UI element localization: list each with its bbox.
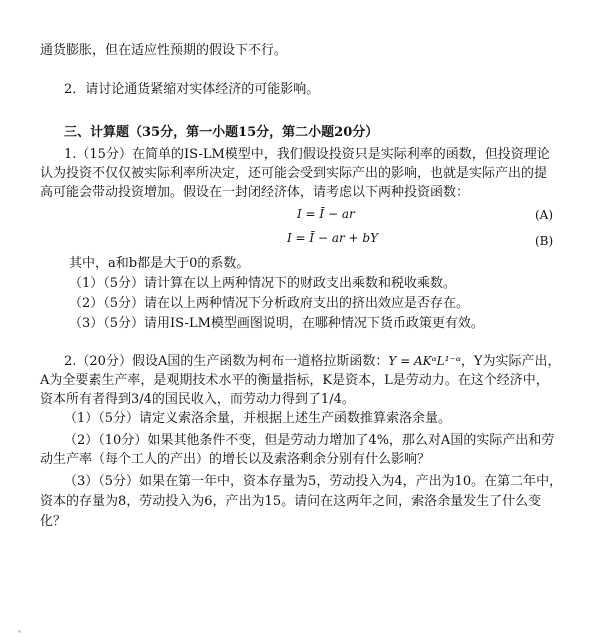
sub-question: （3）（5分）如果在第一年中，资本存量为5，劳动投入为4，产出为10。在第二年中， xyxy=(64,474,563,489)
text-line: 资本所有者得到3/4的国民收入，而劳动力得到了1/4。 xyxy=(40,392,355,407)
text-fragment: 2.（20分）假设A国的生产函数为柯布一道格拉斯函数： xyxy=(64,354,389,369)
equation-b: I = Ī − ar + bY xyxy=(287,231,379,245)
section-heading: 三、计算题（35分，第一小题15分，第二小题20分） xyxy=(64,125,379,140)
scan-speck xyxy=(18,630,21,633)
text-line: 通货膨胀，但在适应性预期的假设下不行。 xyxy=(40,43,288,58)
sub-question: （3）（5分）请用IS-LM模型画图说明，在哪种情况下货币政策更有效。 xyxy=(69,316,484,331)
text-line: 资本的存量为8，劳动投入为6，产出为15。请问在这两年之间，索洛余量发生了什么变 xyxy=(40,494,542,509)
equation-a: I = Ī − ar xyxy=(297,207,355,221)
equation-a-label: (A) xyxy=(535,208,554,222)
text-line: 高可能会带动投资增加。假设在一封闭经济体，请考虑以下两种投资函数： xyxy=(40,185,470,200)
text-fragment: ，Y为实际产出， xyxy=(460,354,561,369)
sub-question: （1）（5分）请计算在以上两种情况下的财政支出乘数和税收乘数。 xyxy=(69,276,457,291)
text-line: 化？ xyxy=(40,514,67,529)
question-line xyxy=(64,352,561,371)
equation-b-label: (B) xyxy=(535,234,554,248)
text-line: 其中，a和b都是大于0的系数。 xyxy=(69,256,250,271)
text-line: 1.（15分）在简单的IS-LM模型中，我们假设投资只是实际利率的函数，但投资理论 xyxy=(64,147,550,162)
text-line: 认为投资不仅仅被实际利率所决定，还可能会受到实际产出的影响，也就是实际产出的提 xyxy=(40,166,548,181)
sub-question: （2）（5分）请在以上两种情况下分析政府支出的挤出效应是否存在。 xyxy=(69,296,470,311)
text-line: 动生产率（每个工人的产出）的增长以及索洛剩余分别有什么影响？ xyxy=(40,452,431,467)
sub-question: （1）（5分）请定义索洛余量，并根据上述生产函数推算索洛余量。 xyxy=(64,411,452,426)
text-line: A为全要素生产率，是观期技术水平的衡量指标，K是资本，L是劳动力。在这个经济中， xyxy=(40,373,549,388)
production-function: Y = AKᵅL¹⁻ᵅ xyxy=(388,354,461,368)
sub-question: （2）（10分）如果其他条件不变，但是劳动力增加了4%，那么对A国的实际产出和劳 xyxy=(64,433,555,448)
question-2: 2．请讨论通货紧缩对实体经济的可能影响。 xyxy=(64,82,320,97)
